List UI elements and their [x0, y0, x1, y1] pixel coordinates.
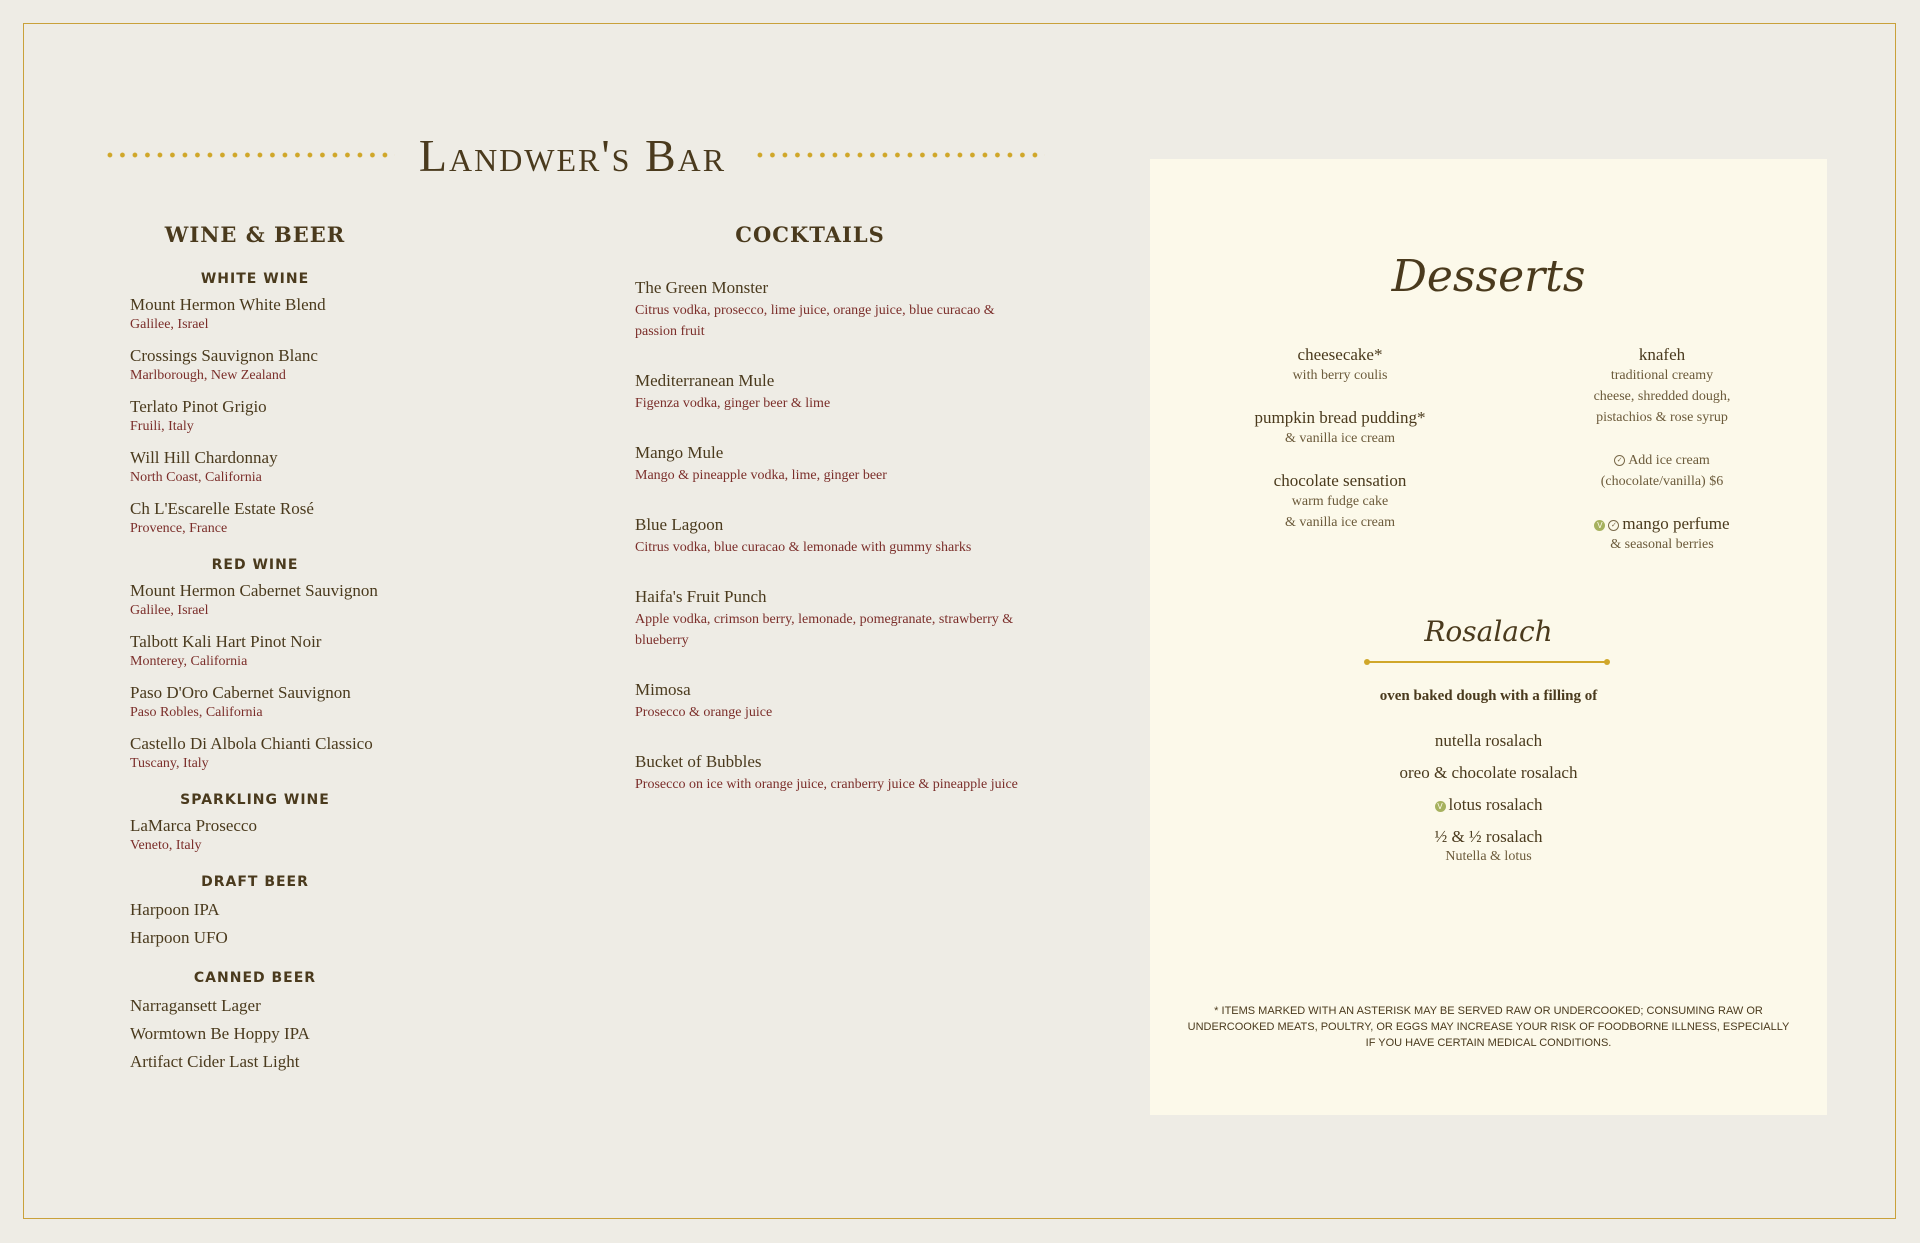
- heading-sparkling-wine: SPARKLING WINE: [180, 792, 330, 808]
- diet-badge-icon: ✓: [1608, 520, 1619, 531]
- rosalach-name: lotus rosalach: [1448, 795, 1543, 814]
- rosalach-item: [1150, 827, 1827, 867]
- wine-beer-section: [130, 222, 510, 1080]
- menu-item: [635, 680, 1035, 723]
- dessert-item: [1210, 471, 1470, 533]
- desserts-panel: [1150, 159, 1827, 1115]
- item-description: Citrus vodka, blue curacao & lemonade with gummy sharks: [635, 540, 972, 555]
- dessert-item: [1210, 408, 1470, 449]
- menu-item: [635, 371, 1035, 414]
- menu-item: [635, 587, 1035, 651]
- dessert-name: chocolate sensation: [1273, 471, 1407, 490]
- dessert-description: warm fudge cake: [1291, 494, 1389, 509]
- item-description: Prosecco on ice with orange juice, cranberry juice & pineapple juice: [635, 777, 1018, 792]
- item-name: Will Hill Chardonnay: [130, 448, 278, 467]
- menu-item: [635, 752, 1035, 795]
- rosalach-description: Nutella & lotus: [1445, 849, 1532, 864]
- menu-item: [130, 683, 510, 721]
- item-origin: Fruili, Italy: [130, 419, 194, 434]
- dessert-name: cheesecake*: [1297, 345, 1383, 364]
- item-name: Harpoon IPA: [130, 900, 220, 919]
- item-origin: Monterey, California: [130, 654, 248, 669]
- dotted-divider-left: [100, 152, 395, 158]
- item-name: Terlato Pinot Grigio: [130, 397, 267, 416]
- item-name: Mango Mule: [635, 443, 724, 462]
- desserts-left-column: [1210, 345, 1470, 555]
- item-description: Apple vodka, crimson berry, lemonade, pomegranate, strawberry & blueberry: [635, 612, 1014, 648]
- rosalach-divider: [1367, 661, 1607, 663]
- dessert-description: & seasonal berries: [1610, 537, 1714, 552]
- menu-item: [130, 499, 510, 537]
- menu-item: [635, 443, 1035, 486]
- menu-item: [130, 448, 510, 486]
- dessert-description: pistachios & rose syrup: [1596, 410, 1728, 425]
- dessert-name: mango perfume: [1622, 514, 1730, 533]
- item-origin: Galilee, Israel: [130, 317, 209, 332]
- vegan-icon: V: [1594, 520, 1605, 531]
- dessert-addon: [1532, 450, 1792, 492]
- section-title-cocktails: COCKTAILS: [735, 222, 885, 247]
- dessert-description: & vanilla ice cream: [1285, 515, 1395, 530]
- item-origin: Marlborough, New Zealand: [130, 368, 286, 383]
- menu-item: [130, 928, 510, 948]
- item-name: Castello Di Albola Chianti Classico: [130, 734, 373, 753]
- item-origin: Tuscany, Italy: [130, 756, 209, 771]
- rosalach-list: [1150, 731, 1827, 879]
- rosalach-item: [1150, 795, 1827, 815]
- vegan-icon: V: [1435, 801, 1446, 812]
- dessert-item: [1532, 514, 1792, 555]
- desserts-right-column: [1532, 345, 1792, 577]
- menu-item: [130, 581, 510, 619]
- cocktails-section: [635, 222, 1035, 824]
- menu-item: [130, 295, 510, 333]
- menu-item: [130, 397, 510, 435]
- heading-red-wine: RED WINE: [211, 557, 299, 573]
- item-description: Citrus vodka, prosecco, lime juice, orange juice, blue curacao & passion fruit: [635, 303, 995, 339]
- item-name: LaMarca Prosecco: [130, 816, 257, 835]
- menu-item: [130, 900, 510, 920]
- item-origin: Paso Robles, California: [130, 705, 263, 720]
- dessert-name-row: [1532, 514, 1792, 534]
- item-name: Talbott Kali Hart Pinot Noir: [130, 632, 322, 651]
- menu-item: [130, 816, 510, 854]
- item-origin: Provence, France: [130, 521, 228, 536]
- rosalach-title: Rosalach: [1424, 615, 1553, 648]
- item-description: Mango & pineapple vodka, lime, ginger beer: [635, 468, 887, 483]
- dessert-description: cheese, shredded dough,: [1593, 389, 1731, 404]
- dessert-description: & vanilla ice cream: [1285, 431, 1395, 446]
- dessert-description: with berry coulis: [1292, 368, 1388, 383]
- item-name: Mount Hermon Cabernet Sauvignon: [130, 581, 378, 600]
- menu-item: [130, 1024, 510, 1044]
- item-description: Figenza vodka, ginger beer & lime: [635, 396, 831, 411]
- addon-text: Add ice cream: [1628, 453, 1710, 468]
- rosalach-name: ½ & ½ rosalach: [1434, 827, 1543, 846]
- item-name: Mount Hermon White Blend: [130, 295, 326, 314]
- item-name: The Green Monster: [635, 278, 769, 297]
- item-name: Narragansett Lager: [130, 996, 261, 1015]
- heading-white-wine: WHITE WINE: [200, 271, 310, 287]
- menu-item: [635, 515, 1035, 558]
- menu-item: [130, 632, 510, 670]
- menu-item: [130, 996, 510, 1016]
- food-safety-disclaimer: * ITEMS MARKED WITH AN ASTERISK MAY BE SERVED RAW OR UNDERCOOKED; CONSUMING RAW OR UNDERCOOKED MEATS, POULTRY, OR EGGS MAY INCREASE YOUR RISK OF FOODBORNE ILLNESS, ESPECIALLY IF YOU HAVE CERTAIN MEDICAL CONDITIONS.: [1187, 1005, 1790, 1049]
- item-name: Ch L'Escarelle Estate Rosé: [130, 499, 314, 518]
- item-name: Wormtown Be Hoppy IPA: [130, 1024, 310, 1043]
- heading-draft-beer: DRAFT BEER: [201, 874, 309, 890]
- dessert-item: [1532, 345, 1792, 428]
- item-name: Blue Lagoon: [635, 515, 724, 534]
- item-name: Bucket of Bubbles: [635, 752, 762, 771]
- item-description: Prosecco & orange juice: [635, 705, 773, 720]
- rosalach-item: oreo & chocolate rosalach: [1399, 763, 1578, 782]
- menu-item: [130, 346, 510, 384]
- bar-title: Landwer's Bar: [418, 129, 727, 181]
- heading-canned-beer: CANNED BEER: [193, 970, 317, 986]
- addon-price: (chocolate/vanilla) $6: [1600, 474, 1724, 489]
- dotted-divider-right: [750, 152, 1045, 158]
- item-origin: North Coast, California: [130, 470, 262, 485]
- section-title-wine-beer: WINE & BEER: [164, 222, 346, 247]
- dessert-name: knafeh: [1638, 345, 1686, 364]
- dessert-item: [1210, 345, 1470, 386]
- dessert-name: pumpkin bread pudding*: [1254, 408, 1426, 427]
- diet-badge-icon: ✓: [1614, 455, 1625, 466]
- item-name: Haifa's Fruit Punch: [635, 587, 767, 606]
- rosalach-item: nutella rosalach: [1434, 731, 1543, 750]
- item-name: Mimosa: [635, 680, 691, 699]
- item-name: Paso D'Oro Cabernet Sauvignon: [130, 683, 351, 702]
- brand-header: [100, 120, 1045, 190]
- addon-line: [1532, 450, 1792, 471]
- item-name: Crossings Sauvignon Blanc: [130, 346, 318, 365]
- rosalach-intro: oven baked dough with a filling of: [1379, 688, 1598, 704]
- desserts-title: Desserts: [1391, 251, 1586, 302]
- menu-item: [130, 734, 510, 772]
- menu-item: [635, 278, 1035, 342]
- item-origin: Veneto, Italy: [130, 838, 202, 853]
- dessert-description: traditional creamy: [1610, 368, 1714, 383]
- item-name: Artifact Cider Last Light: [130, 1052, 300, 1071]
- item-name: Mediterranean Mule: [635, 371, 775, 390]
- item-origin: Galilee, Israel: [130, 603, 209, 618]
- item-name: Harpoon UFO: [130, 928, 228, 947]
- menu-item: [130, 1052, 510, 1072]
